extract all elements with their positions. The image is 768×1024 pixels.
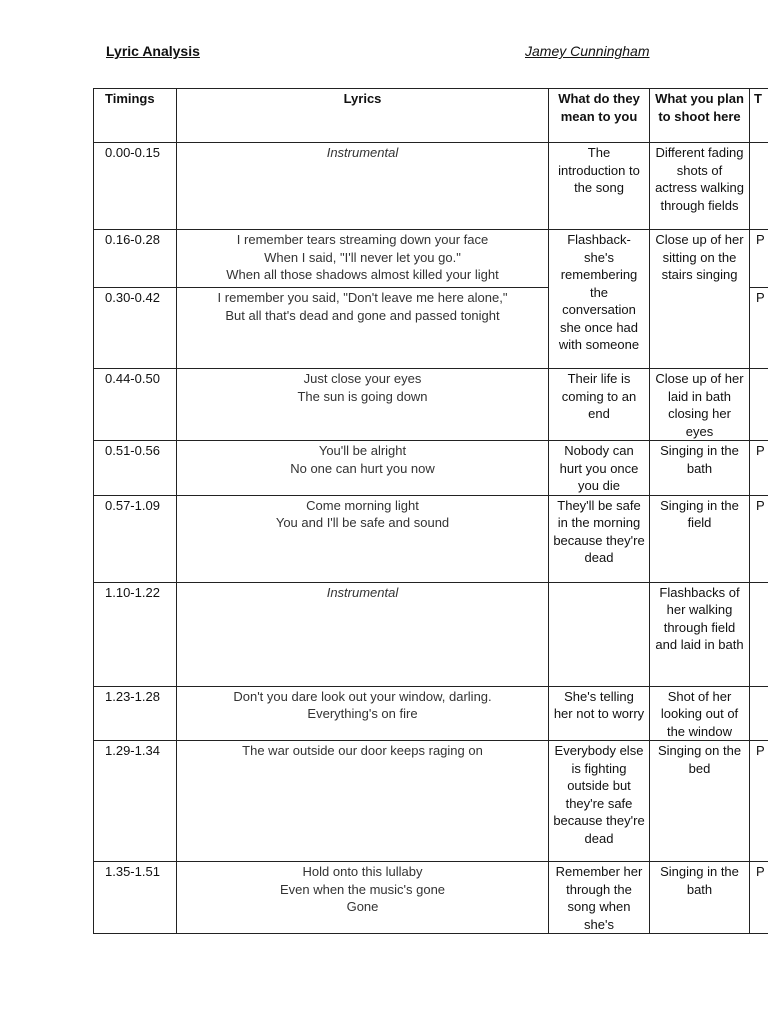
lyric-line: No one can hurt you now <box>290 460 435 476</box>
lyrics-cell <box>177 862 549 934</box>
extra-cell <box>750 143 768 230</box>
table-row <box>94 741 768 862</box>
lyric-line: Everything's on fire <box>307 706 418 721</box>
lyric-line: Instrumental <box>326 145 399 160</box>
lyric-line: Instrumental <box>326 584 399 600</box>
table-row <box>94 230 768 288</box>
table-row <box>94 369 768 441</box>
table-row <box>94 582 768 686</box>
lyric-analysis-table <box>93 88 768 934</box>
lyric-line: I remember tears streaming down your face <box>236 232 489 247</box>
meaning-cell <box>549 582 650 686</box>
lyric-line: You and I'll be safe and sound <box>275 515 450 530</box>
extra-cell: P <box>750 288 768 369</box>
author-name: Jamey Cunningham <box>525 43 650 59</box>
shot-plan-cell: Shot of her looking out of the window <box>650 686 750 741</box>
table-row <box>94 143 768 230</box>
lyric-line: When all those shadows almost killed your light <box>226 267 499 282</box>
timing-cell: 0.00-0.15 <box>94 143 177 230</box>
header-timings: Timings <box>94 89 177 143</box>
extra-cell: P <box>750 441 768 496</box>
header-lyrics: Lyrics <box>177 89 549 143</box>
lyrics-cell <box>177 230 549 288</box>
timing-cell: 0.44-0.50 <box>94 369 177 441</box>
shot-plan-cell: Close up of her sitting on the stairs singing <box>650 230 750 369</box>
timing-cell: 0.57-1.09 <box>94 495 177 582</box>
header-extra: T <box>750 89 768 143</box>
shot-plan-cell: Singing in the bath <box>650 862 750 934</box>
extra-cell <box>750 686 768 741</box>
lyric-line: Don't you dare look out your window, darling. <box>233 688 492 704</box>
meaning-cell: They'll be safe in the morning because they're dead <box>549 495 650 582</box>
lyric-line: I remember you said, "Don't leave me here alone," <box>217 290 508 305</box>
meaning-cell: Their life is coming to an end <box>549 369 650 441</box>
lyric-line: Hold onto this lullaby <box>302 864 423 879</box>
shot-plan-cell: Flashbacks of her walking through field and laid in bath <box>650 582 750 686</box>
lyrics-cell <box>177 288 549 369</box>
meaning-cell: Flashback- she's remembering the conversation she once had with someone <box>549 230 650 369</box>
header-meaning: What do they mean to you <box>549 89 650 143</box>
extra-cell: P <box>750 495 768 582</box>
lyric-line: But all that's dead and gone and passed tonight <box>225 307 500 323</box>
lyrics-cell <box>177 495 549 582</box>
lyrics-cell <box>177 441 549 496</box>
timing-cell: 1.23-1.28 <box>94 686 177 741</box>
extra-cell <box>750 369 768 441</box>
timing-cell: 1.35-1.51 <box>94 862 177 934</box>
table-row <box>94 441 768 496</box>
meaning-cell: She's telling her not to worry <box>549 686 650 741</box>
lyrics-cell <box>177 143 549 230</box>
lyrics-cell <box>177 741 549 862</box>
shot-plan-cell: Singing in the bath <box>650 441 750 496</box>
timing-cell: 1.29-1.34 <box>94 741 177 862</box>
meaning-cell: Remember her through the song when she's <box>549 862 650 934</box>
table-header-row <box>94 89 768 143</box>
lyrics-cell <box>177 582 549 686</box>
extra-cell: P <box>750 741 768 862</box>
lyrics-cell <box>177 369 549 441</box>
document-title: Lyric Analysis <box>106 43 200 59</box>
timing-cell: 0.51-0.56 <box>94 441 177 496</box>
lyric-line: Gone <box>346 899 379 914</box>
timing-cell: 0.16-0.28 <box>94 230 177 288</box>
shot-plan-cell: Close up of her laid in bath closing her eyes <box>650 369 750 441</box>
table-row <box>94 495 768 582</box>
timing-cell: 1.10-1.22 <box>94 582 177 686</box>
lyric-line: The sun is going down <box>297 388 428 404</box>
lyric-line: You'll be alright <box>318 443 407 458</box>
lyrics-cell <box>177 686 549 741</box>
meaning-cell: Nobody can hurt you once you die <box>549 441 650 496</box>
table-row <box>94 862 768 934</box>
meaning-cell: The introduction to the song <box>549 143 650 230</box>
header-shoot: What you plan to shoot here <box>650 89 750 143</box>
shot-plan-cell: Different fading shots of actress walking through fields <box>650 143 750 230</box>
shot-plan-cell: Singing in the field <box>650 495 750 582</box>
table-row <box>94 686 768 741</box>
lyric-line: Come morning light <box>306 497 419 513</box>
extra-cell: P <box>750 862 768 934</box>
extra-cell <box>750 582 768 686</box>
lyric-line: The war outside our door keeps raging on <box>242 743 483 758</box>
lyric-line: Even when the music's gone <box>279 881 446 897</box>
shot-plan-cell: Singing on the bed <box>650 741 750 862</box>
meaning-cell: Everybody else is fighting outside but they're safe because they're dead <box>549 741 650 862</box>
extra-cell: P <box>750 230 768 288</box>
lyric-line: When I said, "I'll never let you go." <box>264 249 461 265</box>
timing-cell: 0.30-0.42 <box>94 288 177 369</box>
lyric-line: Just close your eyes <box>303 371 422 386</box>
